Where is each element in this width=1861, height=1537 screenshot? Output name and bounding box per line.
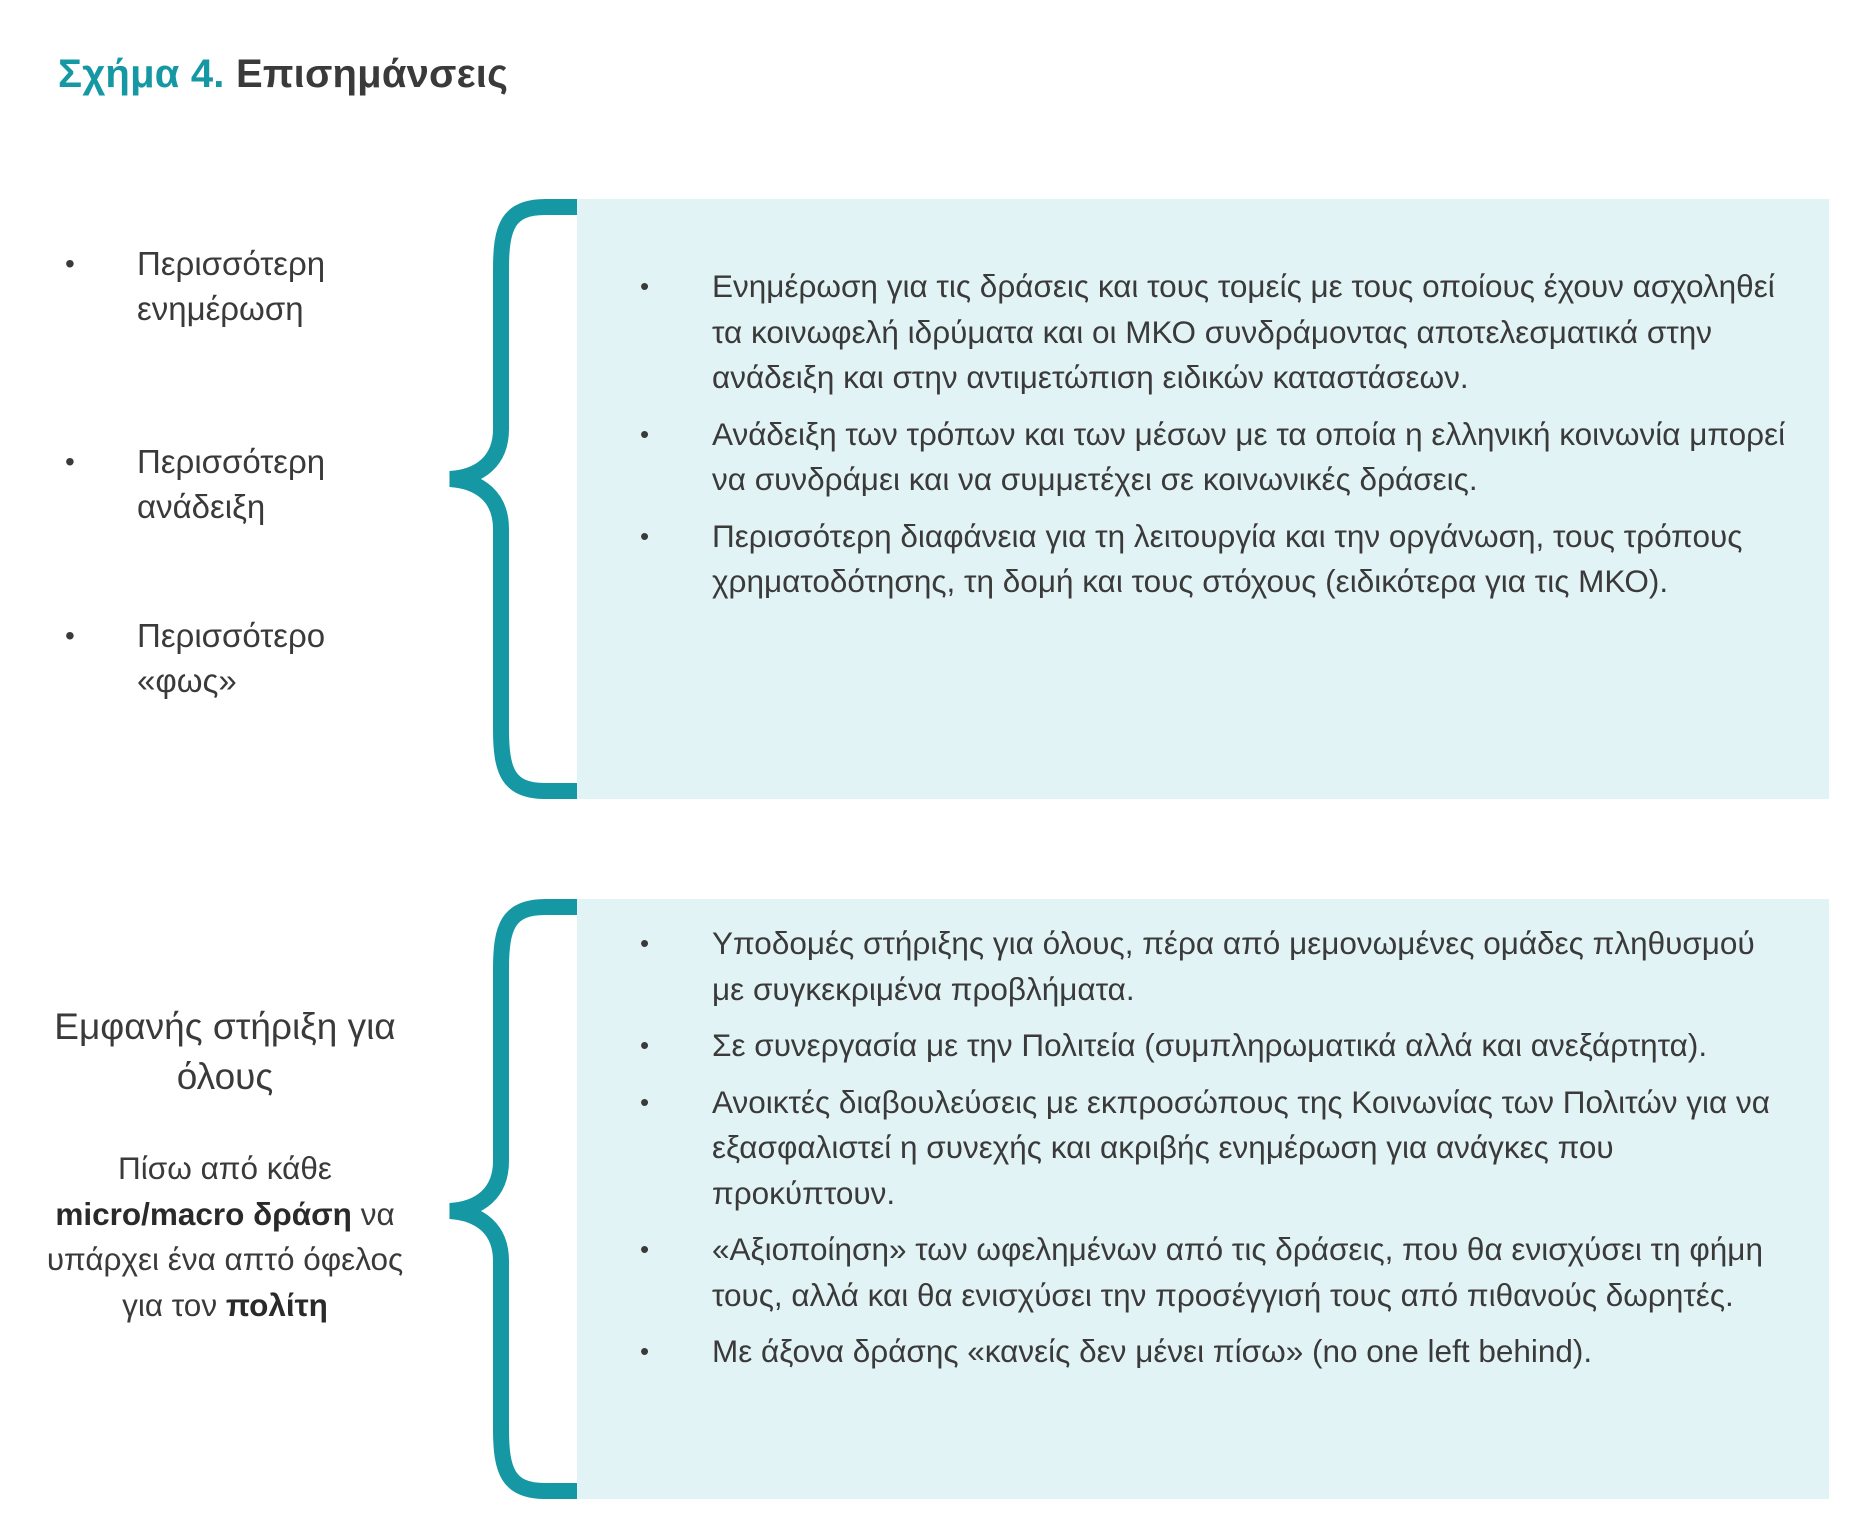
list-item-text: Ανοικτές διαβουλεύσεις με εκπροσώπους της Κοινωνίας των Πολιτών για να εξασφαλιστεί η συνεχής και ακριβής ενημέρωση για ανάγκες που προκύπτουν. xyxy=(712,1083,1770,1211)
list-item-text: Περισσότερη διαφάνεια για τη λειτουργία και την οργάνωση, τους τρόπους χρηματοδότησης, τη δομή και τους στόχους (ειδικότερα για τις ΜΚΟ). xyxy=(712,517,1743,599)
left-item xyxy=(60,439,407,529)
left-item xyxy=(60,613,407,703)
support-title: Εμφανής στήριξη για όλους xyxy=(54,1006,396,1097)
left-item-text: Περισσότερη ενημέρωση xyxy=(137,245,326,327)
section1-left-list xyxy=(60,241,407,331)
list-item xyxy=(640,1023,1790,1069)
list-item-text: Με άξονα δράσης «κανείς δεν μένει πίσω» (no one left behind). xyxy=(712,1333,1593,1369)
list-item xyxy=(640,1080,1790,1217)
list-item xyxy=(640,514,1790,605)
left-item xyxy=(60,241,407,331)
support-text-part1: Πίσω από κάθε xyxy=(118,1150,332,1186)
support-text-bold2: πολίτη xyxy=(225,1286,328,1323)
list-item xyxy=(640,1329,1790,1375)
support-text xyxy=(40,1146,410,1328)
section2-right-list xyxy=(640,921,1790,1386)
support-text-bold1: micro/macro δράση xyxy=(55,1195,352,1232)
list-item xyxy=(640,412,1790,503)
figure-heading: Επισημάνσεις xyxy=(235,52,509,96)
section1-left-list xyxy=(60,613,407,703)
left-item-text: Περισσότερο «φως» xyxy=(137,617,326,699)
list-item xyxy=(640,1227,1790,1318)
list-item-text: Ενημέρωση για τις δράσεις και τους τομείς με τους οποίους έχουν ασχοληθεί τα κοινωφελή ιδρύματα και οι ΜΚΟ συνδράμοντας αποτελεσματικά στην ανάδειξη και στην αντιμετώπιση ειδικών καταστάσεων. xyxy=(712,268,1775,395)
section1-left-list xyxy=(60,439,407,529)
list-item-text: Υποδομές στήριξης για όλους, πέρα από μεμονωμένες ομάδες πληθυσμού με συγκεκριμένα προβλήματα. xyxy=(712,925,1755,1007)
support-text-part2: να υπάρχει ένα απτό όφελος για τον xyxy=(46,1195,404,1323)
figure-label: Σχήμα 4. xyxy=(58,52,225,96)
curly-brace-icon xyxy=(440,199,580,799)
list-item-text: Ανάδειξη των τρόπων και των μέσων με τα οποία η ελληνική κοινωνία μπορεί να συνδράμει και να συμμετέχει σε κοινωνικές δράσεις. xyxy=(712,415,1786,497)
list-item-text: Σε συνεργασία με την Πολιτεία (συμπληρωματικά αλλά και ανεξάρτητα). xyxy=(712,1027,1708,1063)
figure-title xyxy=(58,52,508,97)
list-item xyxy=(640,921,1790,1012)
list-item-text: «Αξιοποίηση» των ωφελημένων από τις δράσεις, που θα ενισχύσει τη φήμη τους, αλλά και θα ενισχύσει την προσέγγισή τους από πιθανούς δωρητές. xyxy=(712,1231,1763,1313)
curly-brace-icon xyxy=(440,899,580,1499)
section1-right-list xyxy=(640,264,1790,616)
left-item-text: Περισσότερη ανάδειξη xyxy=(137,443,326,525)
list-item xyxy=(640,264,1790,401)
